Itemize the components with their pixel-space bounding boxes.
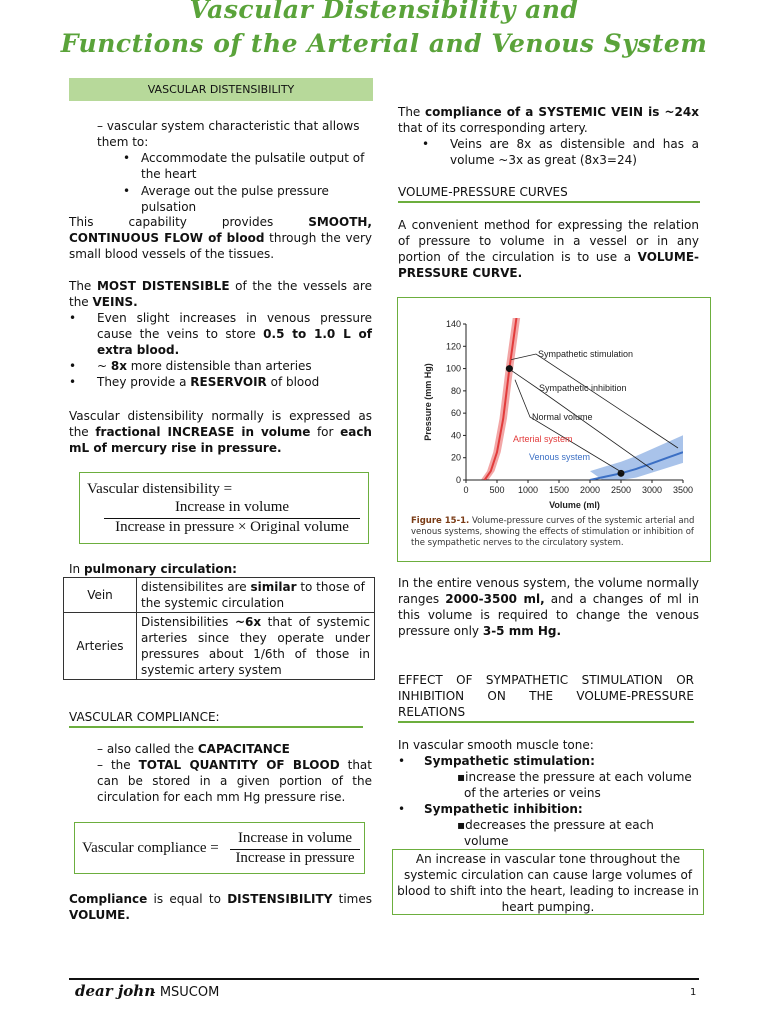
expressed-paragraph xyxy=(69,408,372,456)
y-tick-label: 80 xyxy=(450,385,461,396)
text: of blood xyxy=(266,375,320,389)
header-text: VOLUME-PRESSURE CURVES xyxy=(398,185,568,199)
pulmonary-label xyxy=(69,561,237,577)
distensibility-formula-box xyxy=(79,472,369,544)
figure-caption xyxy=(411,516,707,549)
tone-block xyxy=(398,737,699,849)
y-tick-label: 20 xyxy=(450,452,461,463)
x-tick-label: 0 xyxy=(463,485,469,495)
sympathetic-stim-sub: ▪increase the pressure at each volume of the arteries or veins xyxy=(457,770,692,800)
formula-denominator: Increase in pressure × Original volume xyxy=(115,519,349,535)
text: increase the pressure at each volume of the arteries or veins xyxy=(464,770,692,800)
table-row xyxy=(64,578,375,613)
bold-text: CAPACITANCE xyxy=(197,742,290,756)
header-text: VASCULAR COMPLIANCE: xyxy=(69,710,220,724)
most-distensible-paragraph xyxy=(69,278,372,390)
bold-text: compliance of a SYSTEMIC VEIN is ~24x xyxy=(425,105,699,119)
sympathetic-stim-item xyxy=(398,753,699,801)
veins-point xyxy=(69,358,372,374)
callout-text: An increase in vascular tone throughout the systemic circulation can cause large volumes of blood to shift into the heart, leading to increase in heart pumping. xyxy=(397,852,699,914)
bold-text: MOST DISTENSIBLE xyxy=(96,279,230,293)
bold-text: SMOOTH, CONTINUOUS FLOW of blood xyxy=(69,215,372,245)
bold-text: DISTENSIBILITY xyxy=(227,892,333,906)
text: – the xyxy=(97,758,139,772)
y-tick-label: 0 xyxy=(455,475,461,485)
bold-text: similar xyxy=(250,580,297,594)
bold-text: 2000-3500 ml, xyxy=(445,592,545,606)
y-tick-label: 120 xyxy=(445,341,461,352)
x-tick-label: 500 xyxy=(489,485,505,495)
text: times xyxy=(332,892,372,906)
x-tick-label: 3000 xyxy=(641,485,663,495)
sympathetic-inhib-item xyxy=(398,801,699,849)
vein-compliance-list xyxy=(422,136,699,168)
footer-signature: dear john xyxy=(75,982,156,1000)
section-header-sympathetic xyxy=(398,672,694,723)
formula-lhs: Vascular compliance = xyxy=(82,840,219,856)
section-header-distensibility: VASCULAR DISTENSIBILITY xyxy=(147,83,295,96)
data-point xyxy=(618,470,625,477)
bold-text: 8x xyxy=(110,359,127,373)
text: A convenient method for expressing the relation of pressure to volume in a vessel or in any portion of the circulation is to use a xyxy=(398,218,699,264)
footer-org: - MSUCOM xyxy=(151,985,220,1000)
text: distensibilites are xyxy=(141,580,251,594)
compliance-line2 xyxy=(97,757,372,805)
y-axis-label: Pressure (mm Hg) xyxy=(423,363,433,441)
intro-point: • Average out the pulse pressure pulsation xyxy=(123,183,372,215)
bold-text: VOLUME-PRESSURE CURVE. xyxy=(398,250,699,280)
caption-label: Figure 15-1. xyxy=(411,516,470,526)
page-title-line1: Vascular Distensibility and xyxy=(189,0,579,24)
text: Vascular distensibility normally is expressed as the xyxy=(69,409,372,439)
x-tick-label: 2000 xyxy=(579,485,601,495)
vp-paragraph xyxy=(398,217,699,281)
text: – also called the xyxy=(97,742,198,756)
text: that of systemic arteries since they operate under pressures about 1/6th of those in systemic artery system xyxy=(141,615,370,677)
veins-list xyxy=(69,310,372,390)
bold-text: pulmonary circulation: xyxy=(83,562,237,576)
bold-text: fractional INCREASE in volume xyxy=(95,425,311,439)
bold-text: RESERVOIR xyxy=(190,375,267,389)
annotation-label: Sympathetic stimulation xyxy=(538,349,634,359)
table-row xyxy=(64,613,375,680)
formula-denominator: Increase in pressure xyxy=(235,850,355,866)
text: and a changes of ml in this volume is required to change the venous pressure only xyxy=(398,592,699,638)
y-tick-label: 40 xyxy=(450,430,461,441)
text: The xyxy=(69,279,97,293)
bold-text: 3-5 mm Hg. xyxy=(482,624,562,638)
text: of the the vessels are the xyxy=(69,279,372,309)
sympathetic-list xyxy=(398,753,699,849)
text: They provide a xyxy=(97,375,191,389)
vein-compliance-point: • Veins are 8x as distensible and has a volume ~3x as great (8x3=24) xyxy=(422,136,699,168)
intro-point: • Accommodate the pulsatile output of the heart xyxy=(123,150,372,182)
table-cell xyxy=(137,613,375,680)
text: Even slight increases in venous pressure cause the veins to store xyxy=(97,311,372,341)
sympathetic-inhib-sub: ▪decreases the pressure at each volume xyxy=(457,818,654,848)
veins-point xyxy=(69,310,372,358)
compliance-formula-box xyxy=(74,822,365,874)
intro-list xyxy=(123,150,372,215)
text: to those of the systemic circulation xyxy=(141,580,365,610)
bold-text: Sympathetic inhibition: xyxy=(424,802,583,816)
text: more distensible than arteries xyxy=(126,359,312,373)
section-header-compliance xyxy=(69,709,363,728)
bold-text: TOTAL QUANTITY OF BLOOD xyxy=(138,758,340,772)
footer-divider xyxy=(69,978,699,980)
text: that can be stored in a given portion of the circulation for each mm Hg pressure rise. xyxy=(97,758,372,804)
formula-numerator: Increase in volume xyxy=(174,499,290,515)
tone-callout-box xyxy=(392,849,704,915)
tone-text: In vascular smooth muscle tone: xyxy=(398,738,594,752)
annotation-label: Sympathetic inhibition xyxy=(539,383,627,393)
text: This capability provides xyxy=(69,215,309,229)
compliance-block xyxy=(97,741,372,805)
x-tick-label: 1500 xyxy=(548,485,570,495)
capability-paragraph xyxy=(69,214,372,262)
annotation-label: Normal volume xyxy=(532,412,593,422)
venous-series-label: Venous system xyxy=(529,452,591,462)
text: through the very small blood vessels of the tissues. xyxy=(69,231,372,261)
vein-compliance-paragraph xyxy=(398,104,699,168)
intro-text: – vascular system characteristic that allows them to: xyxy=(97,119,360,149)
x-tick-label: 3500 xyxy=(672,485,694,495)
text: In the entire venous system, the volume normally ranges xyxy=(398,576,699,606)
section-header-bar xyxy=(69,78,373,101)
y-tick-label: 100 xyxy=(445,363,461,374)
x-axis-label: Volume (ml) xyxy=(549,500,600,510)
bold-text: each mL of mercury rise in pressure. xyxy=(69,425,372,455)
table-row-head: Vein xyxy=(64,578,137,613)
caption-text: Volume-pressure curves of the systemic arterial and venous systems, showing the effects of stimulation or inhibition of the sympathetic nerves to the circulatory system. xyxy=(411,516,695,548)
text: is equal to xyxy=(147,892,228,906)
text: The xyxy=(398,105,426,119)
bold-text: VEINS. xyxy=(92,295,138,309)
y-tick-label: 140 xyxy=(445,319,461,329)
bold-text: 0.5 to 1.0 L of extra blood. xyxy=(97,327,372,357)
section-header-vp-curves xyxy=(398,184,700,203)
figure-box xyxy=(397,297,711,562)
header-text: EFFECT OF SYMPATHETIC STIMULATION OR INHIBITION ON THE VOLUME-PRESSURE RELATIONS xyxy=(398,673,694,719)
formula-numerator: Increase in volume xyxy=(237,830,353,846)
page-number: 1 xyxy=(690,987,697,998)
volume-pressure-chart xyxy=(398,298,710,510)
arterial-range-band xyxy=(481,302,523,480)
text: In xyxy=(69,562,84,576)
text: that of its corresponding artery. xyxy=(398,121,588,135)
table-row-head: Arteries xyxy=(64,613,137,680)
text: ~ xyxy=(97,359,111,373)
y-tick-label: 60 xyxy=(450,408,461,419)
intro-block xyxy=(97,118,372,215)
venous-range-paragraph xyxy=(398,575,699,639)
x-tick-label: 2500 xyxy=(610,485,632,495)
x-tick-label: 1000 xyxy=(517,485,539,495)
compliance-equal-paragraph xyxy=(69,891,372,923)
veins-point xyxy=(69,374,372,390)
arterial-series-label: Arterial system xyxy=(513,434,573,444)
bold-text: VOLUME. xyxy=(69,908,130,922)
bold-text: Sympathetic stimulation: xyxy=(424,754,595,768)
pulmonary-table xyxy=(63,577,375,680)
formula-lhs: Vascular distensibility = xyxy=(87,481,233,497)
table-cell xyxy=(137,578,375,613)
page-title-line2: Functions of the Arterial and Venous System xyxy=(60,29,708,58)
text: Distensibilities xyxy=(141,615,235,629)
text: decreases the pressure at each volume xyxy=(464,818,654,848)
bold-text: Compliance xyxy=(69,892,148,906)
compliance-line1 xyxy=(97,741,372,757)
bold-text: ~6x xyxy=(234,615,262,629)
text: for xyxy=(310,425,341,439)
